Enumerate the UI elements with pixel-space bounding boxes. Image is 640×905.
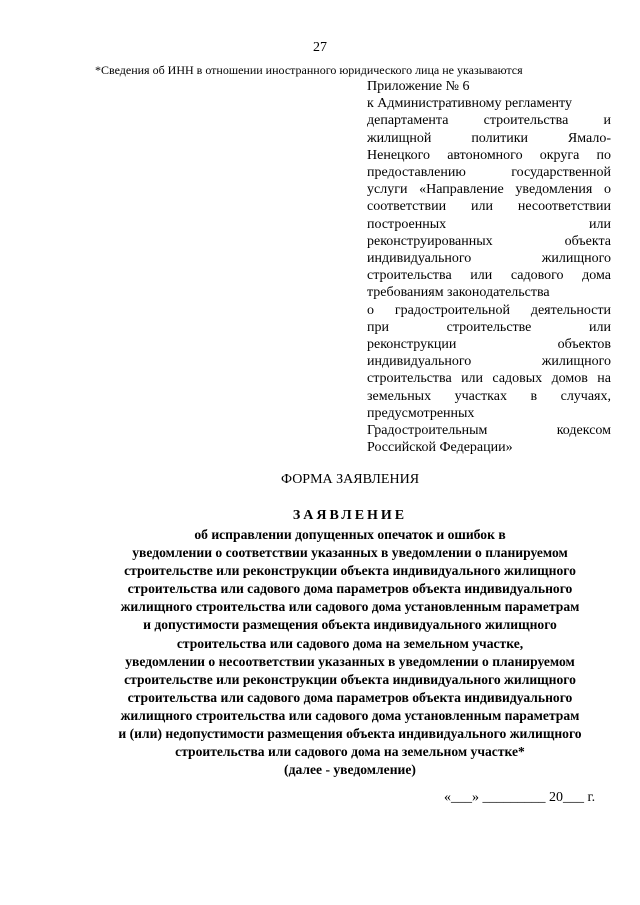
form-heading: ФОРМА ЗАЯВЛЕНИЯ [280, 472, 420, 487]
appendix-line: Ненецкого автономного округа по [367, 147, 611, 163]
appendix-line: индивидуального жилищного [367, 251, 611, 267]
application-subject-line: строительства или садового дома на земельном участке, [176, 635, 524, 651]
appendix-line: при строительстве или [367, 319, 611, 335]
appendix-line: требованиям законодательства [367, 285, 550, 301]
appendix-line: соответствии или несоответствии [367, 199, 611, 215]
application-subject-line: и (или) недопустимости размещения объекта индивидуального жилищного [118, 726, 582, 742]
application-title: ЗАЯВЛЕНИЕ [292, 508, 408, 523]
application-subject [20, 526, 640, 779]
page-number: 27 [313, 40, 327, 55]
appendix-line: жилищной политики Ямало- [367, 130, 611, 146]
application-subject-line: (далее - уведомление) [284, 762, 416, 778]
application-subject-line: жилищного строительства или садового дома установленным параметрам [120, 707, 580, 723]
application-subject-line: об исправлении допущенных опечаток и ошибок в [194, 527, 506, 542]
appendix-line: услуги «Направление уведомления о [367, 182, 611, 198]
appendix-line: Приложение № 6 [367, 79, 470, 94]
appendix-line: предусмотренных [367, 405, 475, 421]
appendix-line: строительства или садовых домов на [367, 371, 611, 387]
application-subject-line: жилищного строительства или садового дома установленным параметрам [120, 599, 580, 615]
application-subject-line: строительства или садового дома параметров объекта индивидуального [127, 581, 573, 597]
application-subject-line: строительства или садового дома параметров объекта индивидуального [127, 689, 573, 705]
appendix-line: построенных или [367, 216, 611, 232]
inn-footnote: *Сведения об ИНН в отношении иностранного юридического лица не указываются [95, 63, 523, 77]
application-subject-line: строительства или садового дома на земельном участке* [175, 744, 525, 760]
appendix-line: Российской Федерации» [367, 440, 513, 456]
appendix-line: к Административному регламенту [367, 96, 572, 112]
appendix-line: индивидуального жилищного [367, 354, 611, 370]
application-subject-line: строительстве или реконструкции объекта индивидуального жилищного [124, 563, 576, 579]
appendix-line: строительства или садового дома [367, 268, 611, 284]
application-subject-line: уведомлении о соответствии указанных в уведомлении о планируемом [132, 545, 568, 561]
appendix-line: земельных участках в случаях, [367, 388, 611, 404]
appendix-line: реконструированных объекта [367, 233, 611, 249]
application-subject-line: уведомлении о несоответствии указанных в уведомлении о планируемом [125, 653, 575, 669]
appendix-line: департамента строительства и [367, 113, 611, 129]
application-subject-line: и допустимости размещения объекта индивидуального жилищного [143, 617, 557, 633]
appendix-block [367, 78, 611, 456]
appendix-line: Градостроительным кодексом [367, 423, 611, 439]
appendix-line: предоставлению государственной [367, 165, 611, 181]
date-field: «___» _________ 20___ г. [444, 790, 596, 805]
appendix-line: реконструкции объектов [367, 337, 611, 353]
application-subject-line: строительстве или реконструкции объекта индивидуального жилищного [124, 671, 576, 687]
appendix-line: о градостроительной деятельности [367, 302, 611, 318]
